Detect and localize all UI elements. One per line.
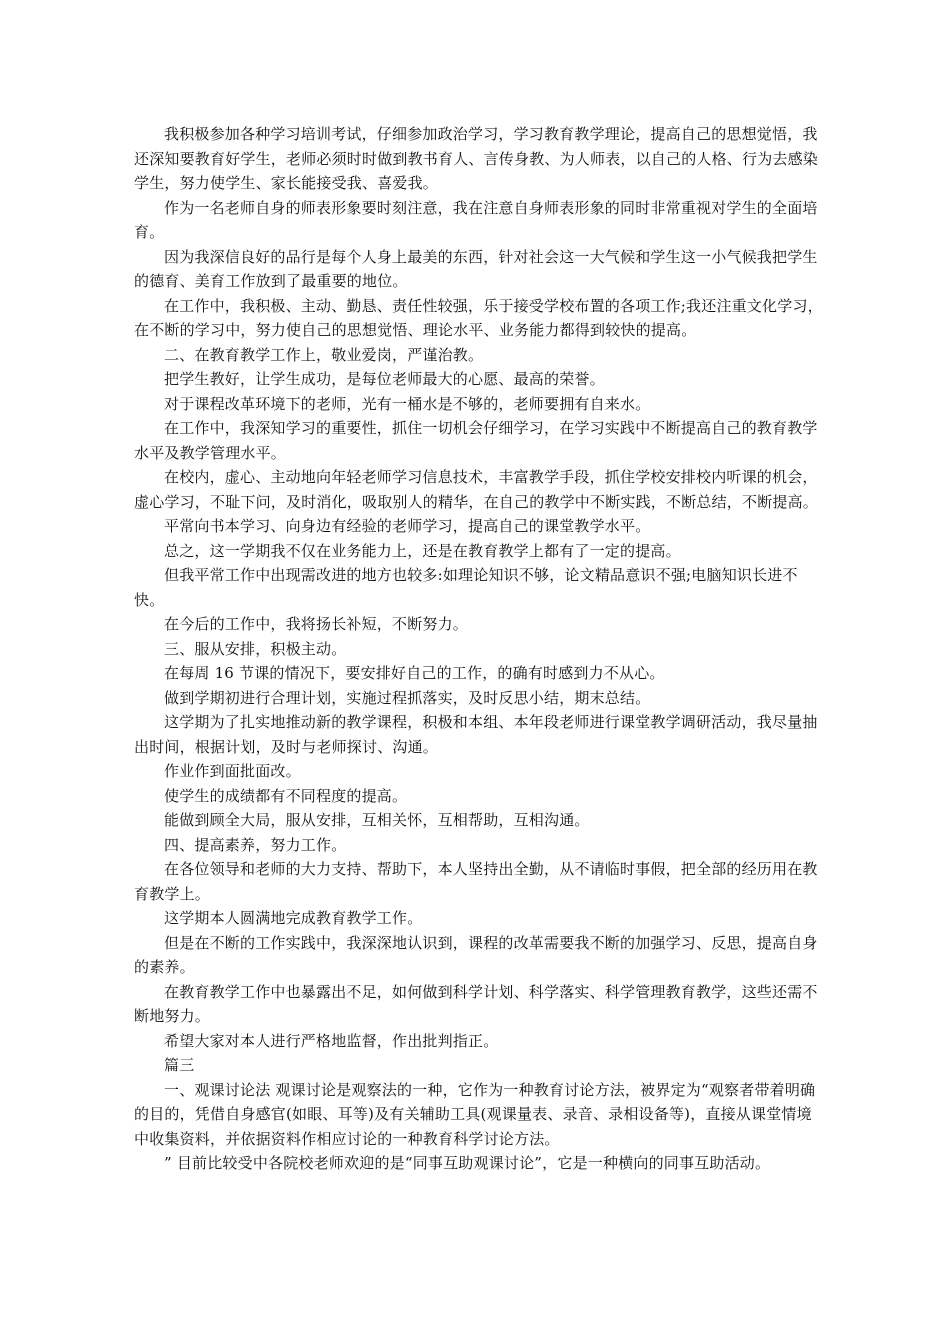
paragraph: 在工作中，我积极、主动、勤恳、责任性较强，乐于接受学校布置的各项工作;我还注重文化学习，在不断的学习中，努力使自己的思想觉悟、理论水平、业务能力都得到较快的提高。 bbox=[134, 296, 823, 339]
paragraph: 在每周 16 节课的情况下，要安排好自己的工作，的确有时感到力不从心。 bbox=[164, 664, 665, 682]
section-heading: 三、服从安排，积极主动。 bbox=[164, 639, 347, 658]
paragraph: 这学期本人圆满地完成教育教学工作。 bbox=[164, 909, 423, 927]
paragraph: 能做到顾全大局，服从安排，互相关怀，互相帮助，互相沟通。 bbox=[164, 811, 590, 829]
paragraph: 对于课程改革环境下的老师，光有一桶水是不够的，老师要拥有自来水。 bbox=[164, 394, 651, 413]
paragraph: ” 目前比较受中各院校老师欢迎的是“同事互助观课讨论”，它是一种横向的同事互助活动。 bbox=[164, 1154, 771, 1172]
paragraph: 在今后的工作中，我将扬长补短，不断努力。 bbox=[164, 615, 469, 633]
paragraph: 在工作中，我深知学习的重要性，抓住一切机会仔细学习，在学习实践中不断提高自己的教育教学水平及教学管理水平。 bbox=[134, 419, 818, 462]
paragraph: 平常向书本学习、向身边有经验的老师学习，提高自己的课堂教学水平。 bbox=[164, 517, 651, 535]
paragraph: 作业作到面批面改。 bbox=[164, 762, 301, 780]
part-heading: 篇三 bbox=[164, 1056, 195, 1074]
paragraph: 在教育教学工作中也暴露出不足，如何做到科学计划、科学落实、科学管理教育教学，这些还需不断地努力。 bbox=[134, 982, 818, 1025]
section-heading: 二、在教育教学工作上，敬业爱岗，严谨治教。 bbox=[164, 345, 484, 364]
section-heading: 四、提高素养，努力工作。 bbox=[164, 835, 347, 854]
paragraph: 作为一名老师自身的师表形象要时刻注意，我在注意自身师表形象的同时非常重视对学生的全面培育。 bbox=[134, 198, 818, 241]
paragraph: 但我平常工作中出现需改进的地方也较多:如理论知识不够，论文精品意识不强;电脑知识长进不快。 bbox=[134, 566, 798, 609]
document-body bbox=[134, 122, 824, 1176]
paragraph: 我积极参加各种学习培训考试，仔细参加政治学习，学习教育教学理论，提高自己的思想觉悟，我还深知要教育好学生，老师必须时时做到教书育人、言传身教、为人师表，以自己的人格、行为去感染学生，努力使学生、家长能接受我、喜爱我。 bbox=[134, 125, 819, 192]
paragraph: 这学期为了扎实地推动新的教学课程，积极和本组、本年段老师进行课堂教学调研活动，我尽量抽出时间，根据计划，及时与老师探讨、沟通。 bbox=[134, 713, 818, 756]
paragraph: 在校内，虚心、主动地向年轻老师学习信息技术，丰富教学手段，抓住学校安排校内听课的机会，虚心学习，不耻下问，及时消化，吸取别人的精华，在自己的教学中不断实践，不断总结，不断提高。 bbox=[134, 468, 819, 511]
paragraph: 把学生教好，让学生成功，是每位老师最大的心愿、最高的荣誉。 bbox=[164, 370, 605, 388]
paragraph: 希望大家对本人进行严格地监督，作出批判指正。 bbox=[164, 1031, 499, 1050]
paragraph: 因为我深信良好的品行是每个人身上最美的东西，针对社会这一大气候和学生这一小气候我把学生的德育、美育工作放到了最重要的地位。 bbox=[134, 247, 818, 290]
paragraph: 做到学期初进行合理计划，实施过程抓落实，及时反思小结，期末总结。 bbox=[164, 688, 651, 707]
paragraph: 总之，这一学期我不仅在业务能力上，还是在教育教学上都有了一定的提高。 bbox=[164, 541, 681, 560]
paragraph: 但是在不断的工作实践中，我深深地认识到，课程的改革需要我不断的加强学习、反思，提高自身的素养。 bbox=[134, 933, 818, 976]
paragraph: 一、观课讨论法 观课讨论是观察法的一种，它作为一种教育讨论方法，被界定为“观察者带着明确的目的，凭借自身感官(如眼、耳等)及有关辅助工具(观课量表、录音、录相设备等)，直接从课堂情境中收集资料，并依据资料作相应讨论的一种教育科学讨论方法。 bbox=[134, 1080, 816, 1148]
paragraph: 使学生的成绩都有不同程度的提高。 bbox=[164, 786, 408, 805]
paragraph: 在各位领导和老师的大力支持、帮助下，本人坚持出全勤，从不请临时事假，把全部的经历用在教育教学上。 bbox=[134, 860, 818, 903]
